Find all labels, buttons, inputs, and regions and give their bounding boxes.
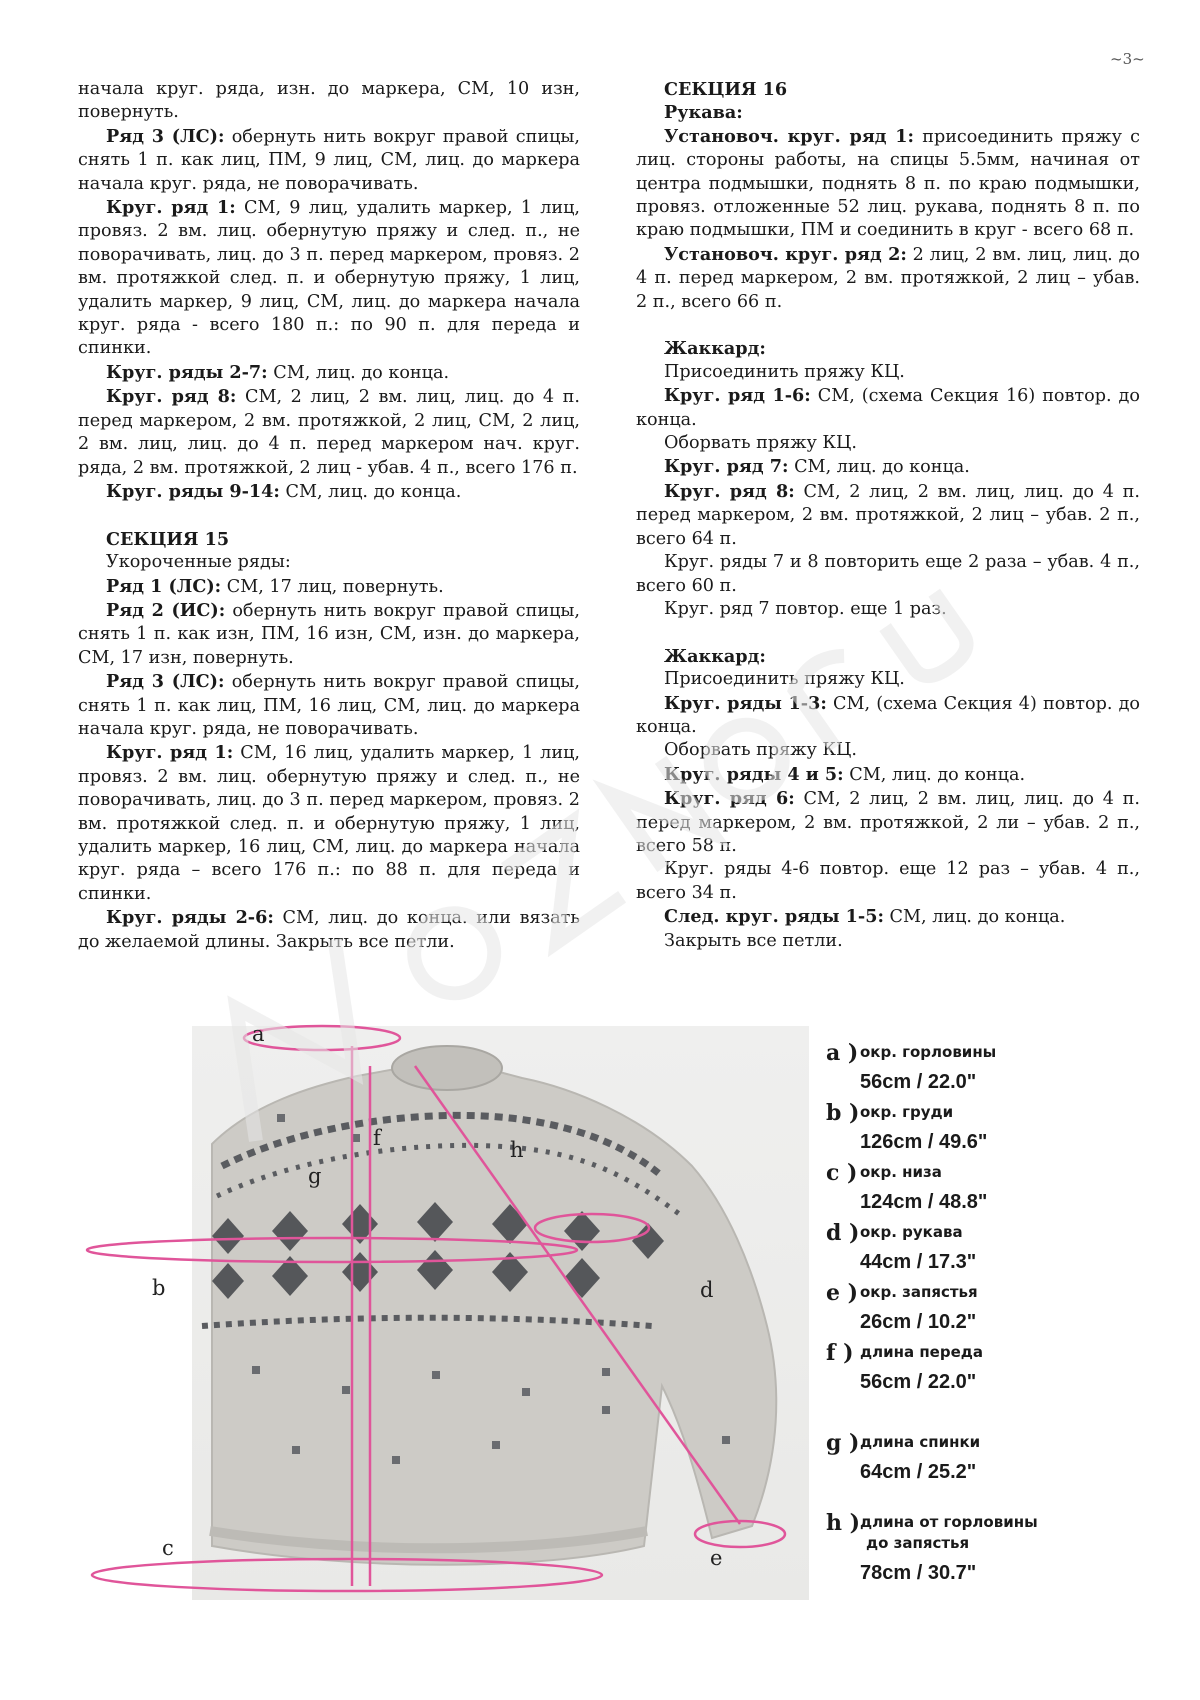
paragraph: Круг. ряды 9-14: СМ, лиц. до конца. xyxy=(106,480,462,502)
paragraph: След. круг. ряды 1-5: СМ, лиц. до конца. xyxy=(664,906,1066,928)
neck-measure xyxy=(244,1026,400,1050)
paragraph: Закрыть все петли. xyxy=(664,930,843,951)
paragraph: Ряд 3 (ЛС): обернуть нить вокруг правой спицы, снять 1 п. как лиц, ПМ, 16 лиц, СМ, лиц. до маркера начала круг. ряда, не поворачивать. xyxy=(78,671,580,739)
paragraph: Оборвать пряжу КЦ. xyxy=(664,740,857,761)
hem-measure xyxy=(92,1559,602,1591)
paragraph: Установоч. круг. ряд 1: присоединить пряжу с лиц. стороны работы, на спицы 5.5мм, начиная от центра подмышки, поднять 8 п. по краю подмышки, провяз. отложенные 52 лиц. рукава, поднять 8 п. по краю подмышки, ПМ и соединить в круг - всего 68 п. xyxy=(636,125,1140,241)
paragraph: Круг. ряд 7: СМ, лиц. до конца. xyxy=(664,456,970,478)
paragraph: Ряд 1 (ЛС): СМ, 17 лиц, повернуть. xyxy=(106,575,444,597)
paragraph: Оборвать пряжу КЦ. xyxy=(664,433,857,454)
paragraph: Круг. ряды 2-7: СМ, лиц. до конца. xyxy=(106,361,450,383)
label-h: h xyxy=(510,1138,524,1162)
section-16-heading: СЕКЦИЯ 16 xyxy=(664,79,788,100)
paragraph: Круг. ряд 1-6: СМ, (схема Секция 16) повтор. до конца. xyxy=(636,385,1140,430)
paragraph: Ряд 2 (ИС): обернуть нить вокруг правой спицы, снять 1 п. как изн, ПМ, 16 изн, СМ, изн. до маркера, СМ, 17 изн, повернуть. xyxy=(78,599,580,668)
paragraph: Круг. ряд 1: СМ, 16 лиц, удалить маркер, 1 лиц, провяз. 2 вм. лиц. обернутую пряжу и след. п., не поворачивать, лиц. до 3 п. перед маркером, провяз. 2 вм. протяжкой след. п. и обернутую пряжу, 1 лиц, удалить маркер, 16 лиц, СМ, лиц. до маркера начала круг. ряда – всего 176 п.: по 88 п. для переда и спинки. xyxy=(78,742,580,904)
paragraph: Круг. ряды 1-3: СМ, (схема Секция 4) повтор. до конца. xyxy=(636,692,1141,737)
label-e: e xyxy=(710,1546,723,1570)
label-f: f xyxy=(373,1126,381,1150)
paragraph: Круг. ряд 1: СМ, 9 лиц, удалить маркер, 1 лиц, провяз. 2 вм. лиц. обернутую пряжу и след. п., не поворачивать, лиц. до 3 п. перед маркером, провяз. 2 вм. протяжкой след. п. и обернутую пряжу, 1 лиц, удалить маркер, 9 лиц, СМ, лиц. до маркера начала круг. ряда - всего 180 п.: по 90 п. для переда и спинки. xyxy=(78,197,581,359)
label-g: g xyxy=(308,1164,322,1188)
jacquard-heading: Жаккард: xyxy=(664,645,766,667)
paragraph: Круг. ряд 7 повтор. еще 1 раз. xyxy=(664,598,947,619)
paragraph: Круг. ряды 4-6 повтор. еще 12 раз – убав. 4 п., всего 34 п. xyxy=(636,859,1140,903)
paragraph: Ряд 3 (ЛС): обернуть нить вокруг правой спицы, снять 1 п. как лиц, ПМ, 9 лиц, СМ, лиц. до маркера начала круг. ряда, не поворачивать. xyxy=(78,125,580,194)
section-15-heading: СЕКЦИЯ 15 xyxy=(106,528,230,550)
paragraph: начала круг. ряда, изн. до маркера, СМ, 10 изн, повернуть. xyxy=(78,79,580,123)
paragraph: Круг. ряды 7 и 8 повторить еще 2 раза – убав. 4 п., всего 60 п. xyxy=(636,552,1140,596)
paragraph: Присоединить пряжу КЦ. xyxy=(664,669,905,690)
sweater-illustration xyxy=(192,1026,809,1600)
paragraph: Присоединить пряжу КЦ. xyxy=(664,361,905,382)
left-text-column xyxy=(78,78,580,954)
jacquard-heading: Жаккард: xyxy=(664,338,766,360)
paragraph: Круг. ряды 4 и 5: СМ, лиц. до конца. xyxy=(664,763,1026,785)
sleeves-heading: Рукава: xyxy=(664,102,743,124)
paragraph: Круг. ряды 2-6: СМ, лиц. до конца. или вязать до желаемой длины. Закрыть все петли. xyxy=(78,907,580,952)
paragraph: Установоч. круг. ряд 2: 2 лиц, 2 вм. лиц, лиц. до 4 п. перед маркером, 2 вм. протяжкой, 2 лиц – убав. 2 п., всего 66 п. xyxy=(636,243,1140,312)
paragraph: Укороченные ряды: xyxy=(106,552,291,573)
right-text-column xyxy=(636,78,1140,953)
paragraph: Круг. ряд 8: СМ, 2 лиц, 2 вм. лиц, лиц. до 4 п. перед маркером, 2 вм. протяжкой, 2 лиц – убав. 2 п., всего 64 п. xyxy=(636,480,1140,549)
label-b: b xyxy=(152,1276,166,1300)
sweater-photo xyxy=(152,1022,809,1600)
label-c: c xyxy=(162,1536,174,1560)
label-a: a xyxy=(252,1022,265,1046)
sweater-collar xyxy=(392,1046,502,1090)
paragraph: Круг. ряд 8: СМ, 2 лиц, 2 вм. лиц, лиц. до 4 п. перед маркером, 2 вм. протяжкой, 2 лиц, СМ, 2 лиц, 2 вм. лиц, лиц. до 4 п. перед маркером нач. круг. ряда, 2 вм. протяжкой, 2 лиц - убав. 4 п., всего 176 п. xyxy=(78,386,580,478)
sweater-body xyxy=(212,1066,776,1565)
page-number: ~3~ xyxy=(1110,50,1145,68)
label-d: d xyxy=(700,1278,714,1302)
paragraph: Круг. ряд 6: СМ, 2 лиц, 2 вм. лиц, лиц. до 4 п. перед маркером, 2 вм. протяжкой, 2 ли – убав. 2 п., всего 58 п. xyxy=(636,788,1140,856)
